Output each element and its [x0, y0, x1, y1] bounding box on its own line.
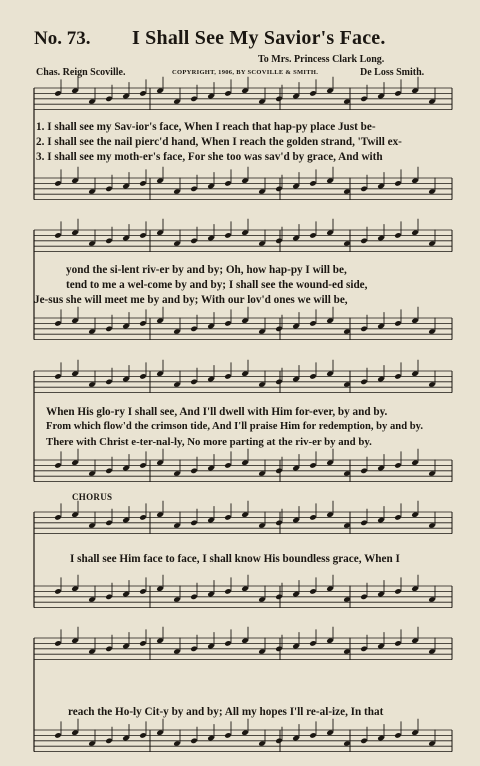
composer: De Loss Smith.: [360, 67, 425, 78]
copyright: COPYRIGHT, 1906, BY SCOVILLE & SMITH.: [172, 69, 319, 76]
lyric-verse-3: There with Christ e-ter-nal-ly, No more parting at the riv-er by and by.: [46, 436, 372, 448]
lyric-verse-3: Je-sus she will meet me by and by; With our lov'd ones we will be,: [34, 294, 348, 306]
lyric-verse-2: From which flow'd the crimson tide, And I'll praise Him for redemption, by and by.: [46, 421, 423, 432]
chorus-label: CHORUS: [72, 492, 113, 502]
lyric-verse-1: 1. I shall see my Sav-ior's face, When I reach that hap-py place Just be-: [36, 121, 376, 133]
hymn-number: No. 73.: [34, 28, 91, 49]
lyricist: Chas. Reign Scoville.: [36, 67, 126, 78]
lyric-chorus: I shall see Him face to face, I shall know His boundless grace, When I: [70, 553, 400, 565]
lyric-verse-1: yond the si-lent riv-er by and by; Oh, how hap-py I will be,: [66, 264, 347, 276]
lyric-verse-2: tend to me a wel-come by and by; I shall see the wound-ed side,: [66, 279, 368, 291]
lyric-verse-3: 3. I shall see my moth-er's face, For she too was sav'd by grace, And with: [36, 151, 383, 163]
lyric-verse-2: 2. I shall see the nail pierc'd hand, When I reach the golden strand, 'Twill ex-: [36, 136, 402, 148]
hymn-title: I Shall See My Savior's Face.: [132, 27, 386, 49]
lyric-chorus: reach the Ho-ly Cit-y by and by; All my hopes I'll re-al-ize, In that: [68, 706, 384, 718]
lyric-verse-1: When His glo-ry I shall see, And I'll dwell with Him for-ever, by and by.: [46, 406, 388, 418]
dedication: To Mrs. Princess Clark Long.: [258, 54, 385, 65]
